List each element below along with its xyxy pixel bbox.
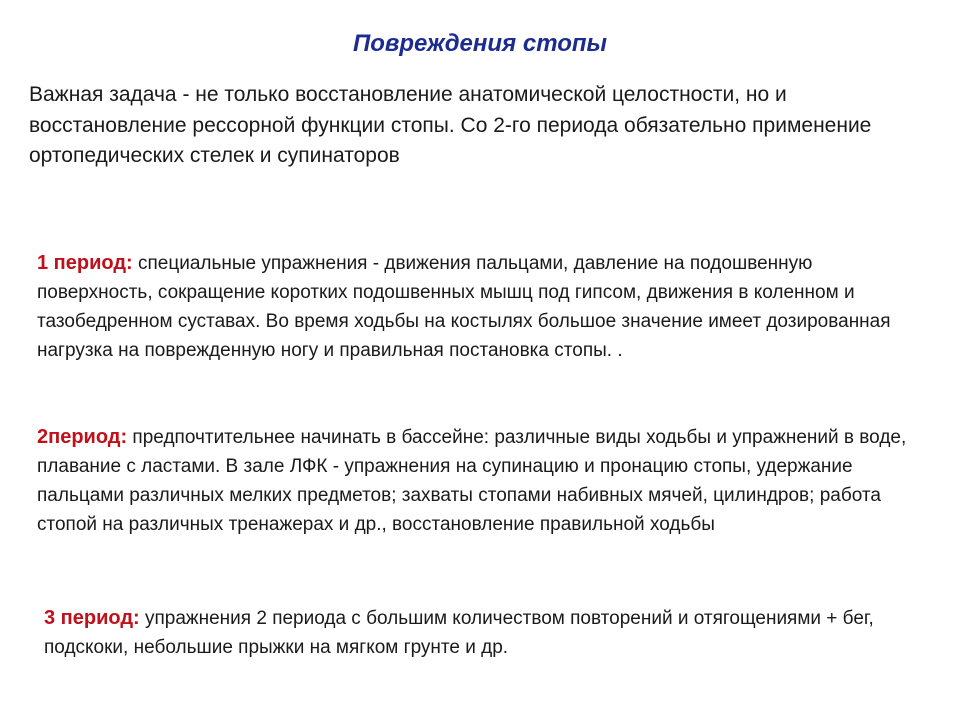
period-2-text: предпочтительнее начинать в бассейне: различные виды ходьбы и упражнений в воде, плавание с ластами. В зале ЛФК - упражнения на супинацию и пронацию стопы, удержание пальцами различных мелких предметов; захваты стопами набивных мячей, цилиндров; работа стопой на различных тренажерах и др., восстановление правильной ходьбы [37, 427, 907, 535]
period-3-label: 3 период: [44, 607, 140, 629]
period-2-paragraph [37, 423, 917, 539]
period-2-label: 2период: [37, 426, 128, 448]
period-3-text: упражнения 2 периода с большим количеством повторений и отягощениями + бег, подскоки, небольшие прыжки на мягком грунте и др. [44, 608, 874, 658]
period-1-text: специальные упражнения - движения пальцами, давление на подошвенную поверхность, сокращение коротких подошвенных мышц под гипсом, движения в коленном и тазобедренном суставах. Во время ходьбы на костылях большое значение имеет дозированная нагрузка на поврежденную ногу и правильная постановка стопы. . [37, 253, 891, 361]
period-3-paragraph [44, 604, 924, 662]
intro-paragraph: Важная задача - не только восстановление анатомической целостности, но и восстановление рессорной функции стопы. Со 2-го периода обязательно применение ортопедических стелек и супинаторов [29, 83, 872, 167]
period-1-paragraph [37, 249, 917, 365]
slide-title: Повреждения стопы [352, 30, 608, 57]
period-1-label: 1 период: [37, 252, 133, 274]
